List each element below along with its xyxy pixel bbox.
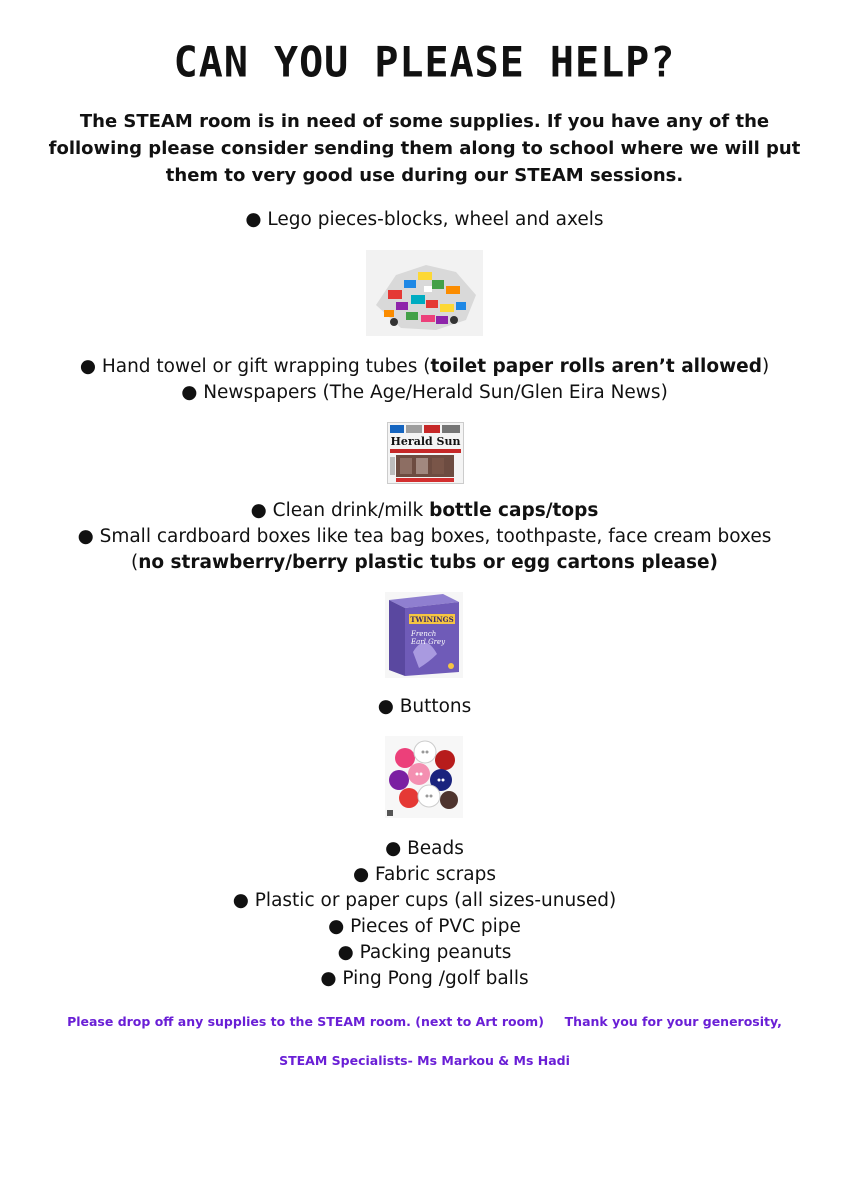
list-item-beads: ● Beads	[0, 836, 849, 862]
list-item-cups: ● Plastic or paper cups (all sizes-unused)	[0, 888, 849, 914]
newspaper-header-illustration	[388, 423, 463, 435]
list-item-cardboard-boxes: ● Small cardboard boxes like tea bag boxes, toothpaste, face cream boxes (no strawberry/berry plastic tubs or egg cartons please)	[77, 526, 772, 573]
footer-dropoff: Please drop off any supplies to the STEAM room. (next to Art room)	[67, 1014, 544, 1029]
teabox-image	[385, 592, 463, 678]
teabox-brand: TWININGS	[410, 615, 454, 624]
bullet-icon: ●	[79, 356, 96, 377]
list-item-buttons: ● Buttons	[0, 694, 849, 720]
bullet-icon: ●	[377, 696, 394, 717]
list-item-pvc: ● Pieces of PVC pipe	[0, 914, 849, 940]
bullet-icon: ●	[337, 942, 354, 963]
buttons-pile-illustration	[385, 736, 463, 818]
bullet-icon: ●	[353, 864, 370, 885]
bullet-icon: ●	[320, 968, 337, 989]
bullet-icon: ●	[181, 382, 198, 403]
bullet-icon: ●	[250, 500, 267, 521]
bullet-icon: ●	[77, 526, 94, 547]
list-item-peanuts: ● Packing peanuts	[0, 940, 849, 966]
footer-thanks: Thank you for your generosity,	[564, 1014, 782, 1029]
page-title: CAN YOU PLEASE HELP?	[173, 38, 676, 88]
newspaper-masthead: Herald Sun	[390, 435, 461, 448]
teabox-flavour-line2: Earl Grey	[411, 638, 446, 646]
bullet-icon: ●	[245, 209, 262, 230]
bullet-icon: ●	[385, 838, 402, 859]
bullet-icon: ●	[232, 890, 249, 911]
bullet-icon: ●	[328, 916, 345, 937]
lego-pile-illustration	[366, 250, 483, 336]
list-item-tubes: ● Hand towel or gift wrapping tubes (toilet paper rolls aren’t allowed)	[0, 354, 849, 380]
list-item-newspapers: ● Newspapers (The Age/Herald Sun/Glen Eira News)	[0, 380, 849, 406]
list-item-balls: ● Ping Pong /golf balls	[0, 966, 849, 992]
list-item-bottle-caps: ● Clean drink/milk bottle caps/tops	[0, 498, 849, 524]
list-item-lego: ● Lego pieces-blocks, wheel and axels	[0, 207, 849, 233]
buttons-image	[385, 736, 463, 818]
footer-dropoff-line	[0, 1014, 849, 1029]
intro-paragraph: The STEAM room is in need of some supplies. If you have any of the following please consider sending them along to school where we will put them to very good use during our STEAM sessions.	[48, 111, 801, 186]
lego-image	[366, 250, 483, 336]
teabox-flavour-line1: French	[411, 630, 437, 638]
footer-signature: STEAM Specialists- Ms Markou & Ms Hadi	[279, 1053, 570, 1068]
newspaper-photo-illustration	[388, 449, 463, 483]
newspaper-image	[387, 422, 464, 484]
list-item-fabric: ● Fabric scraps	[0, 862, 849, 888]
